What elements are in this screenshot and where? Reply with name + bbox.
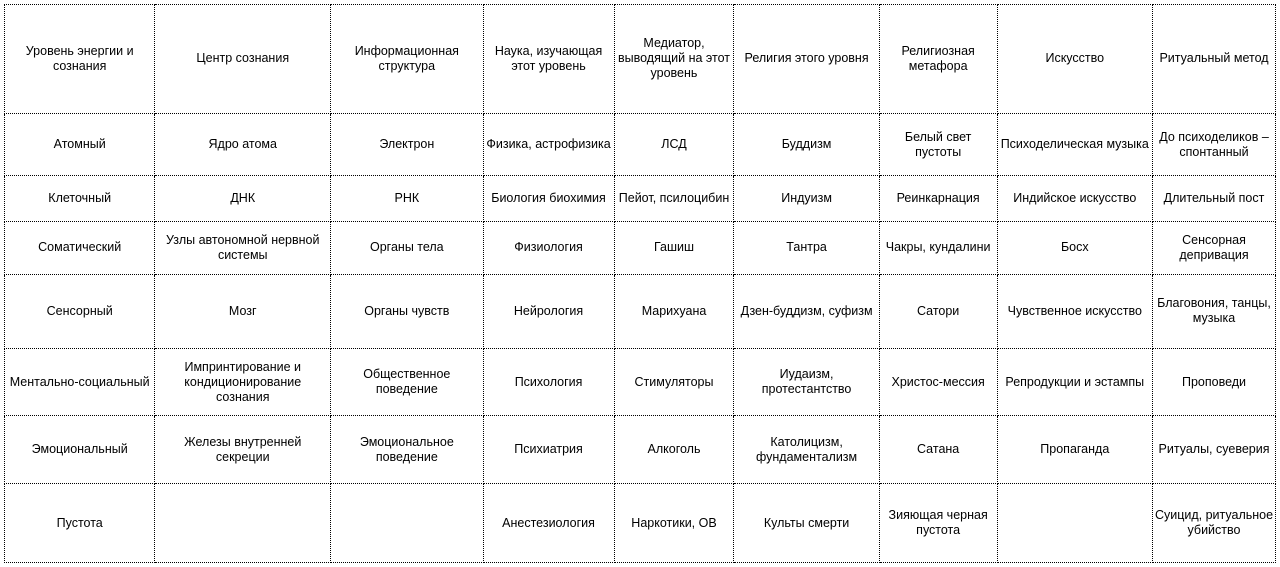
table-cell: Нейрология	[483, 275, 614, 348]
table-cell: Эмоциональный	[5, 416, 155, 484]
table-cell: Железы внутренней секреции	[155, 416, 331, 484]
table-cell: Атомный	[5, 113, 155, 175]
header-cell: Уровень энергии и сознания	[5, 5, 155, 114]
table-cell: Гашиш	[614, 221, 734, 275]
table-cell: Импринтирование и кондиционирование сознания	[155, 348, 331, 416]
table-cell: Анестезиология	[483, 484, 614, 563]
table-cell: Сенсорный	[5, 275, 155, 348]
table-cell: Дзен-буддизм, суфизм	[734, 275, 879, 348]
table-cell	[155, 484, 331, 563]
table-cell	[997, 484, 1152, 563]
header-cell: Ритуальный метод	[1153, 5, 1276, 114]
table-cell: Пустота	[5, 484, 155, 563]
table-cell: Ядро атома	[155, 113, 331, 175]
table-cell: До психоделиков – спонтанный	[1153, 113, 1276, 175]
table-cell: Общественное поведение	[331, 348, 483, 416]
table-cell	[331, 484, 483, 563]
table-cell: Физика, астрофизика	[483, 113, 614, 175]
header-cell: Наука, изучающая этот уровень	[483, 5, 614, 114]
table-cell: Наркотики, ОВ	[614, 484, 734, 563]
table-cell: Индуизм	[734, 176, 879, 221]
table-row	[5, 176, 1276, 221]
table-cell: Психоделическая музыка	[997, 113, 1152, 175]
table-cell: Стимуляторы	[614, 348, 734, 416]
table-cell: Органы чувств	[331, 275, 483, 348]
table-cell: Длительный пост	[1153, 176, 1276, 221]
table-cell: Проповеди	[1153, 348, 1276, 416]
table-cell: Сатана	[879, 416, 997, 484]
table-cell: Сенсорная депривация	[1153, 221, 1276, 275]
table-cell: Католицизм, фундаментализм	[734, 416, 879, 484]
table-cell: Мозг	[155, 275, 331, 348]
table-cell: Узлы автономной нервной системы	[155, 221, 331, 275]
table-cell: Белый свет пустоты	[879, 113, 997, 175]
table-cell: Клеточный	[5, 176, 155, 221]
table-cell: Чакры, кундалини	[879, 221, 997, 275]
table-cell: Культы смерти	[734, 484, 879, 563]
table-cell: Пропаганда	[997, 416, 1152, 484]
header-cell: Искусство	[997, 5, 1152, 114]
table-row	[5, 416, 1276, 484]
table-row	[5, 221, 1276, 275]
table-cell: Биология биохимия	[483, 176, 614, 221]
levels-table	[4, 4, 1276, 563]
table-cell: Христос-мессия	[879, 348, 997, 416]
table-cell: Благовония, танцы, музыка	[1153, 275, 1276, 348]
table-cell: Психиатрия	[483, 416, 614, 484]
table-cell: РНК	[331, 176, 483, 221]
table-cell: Иудаизм, протестантство	[734, 348, 879, 416]
table-row	[5, 275, 1276, 348]
table-cell: Индийское искусство	[997, 176, 1152, 221]
table-cell: Тантра	[734, 221, 879, 275]
table-cell: ДНК	[155, 176, 331, 221]
table-cell: Органы тела	[331, 221, 483, 275]
table-cell: Ритуалы, суеверия	[1153, 416, 1276, 484]
table-cell: Ментально-социальный	[5, 348, 155, 416]
table-cell: Психология	[483, 348, 614, 416]
table-row	[5, 348, 1276, 416]
table-cell: Чувственное искусство	[997, 275, 1152, 348]
table-cell: Реинкарнация	[879, 176, 997, 221]
table-cell: Эмоциональное поведение	[331, 416, 483, 484]
header-row	[5, 5, 1276, 114]
table-cell: Соматический	[5, 221, 155, 275]
table-cell: Сатори	[879, 275, 997, 348]
table-cell: Репродукции и эстампы	[997, 348, 1152, 416]
table-row	[5, 484, 1276, 563]
table-cell: Марихуана	[614, 275, 734, 348]
table-cell: Алкоголь	[614, 416, 734, 484]
table-cell: Суицид, ритуальное убийство	[1153, 484, 1276, 563]
header-cell: Религия этого уровня	[734, 5, 879, 114]
table-cell: Физиология	[483, 221, 614, 275]
table-cell: Пейот, псилоцибин	[614, 176, 734, 221]
table-cell: Зияющая черная пустота	[879, 484, 997, 563]
table-cell: ЛСД	[614, 113, 734, 175]
header-cell: Медиатор, выводящий на этот уровень	[614, 5, 734, 114]
table-row	[5, 113, 1276, 175]
header-cell: Религиозная метафора	[879, 5, 997, 114]
header-cell: Центр сознания	[155, 5, 331, 114]
table-cell: Босх	[997, 221, 1152, 275]
header-cell: Информационная структура	[331, 5, 483, 114]
table-cell: Буддизм	[734, 113, 879, 175]
table-cell: Электрон	[331, 113, 483, 175]
